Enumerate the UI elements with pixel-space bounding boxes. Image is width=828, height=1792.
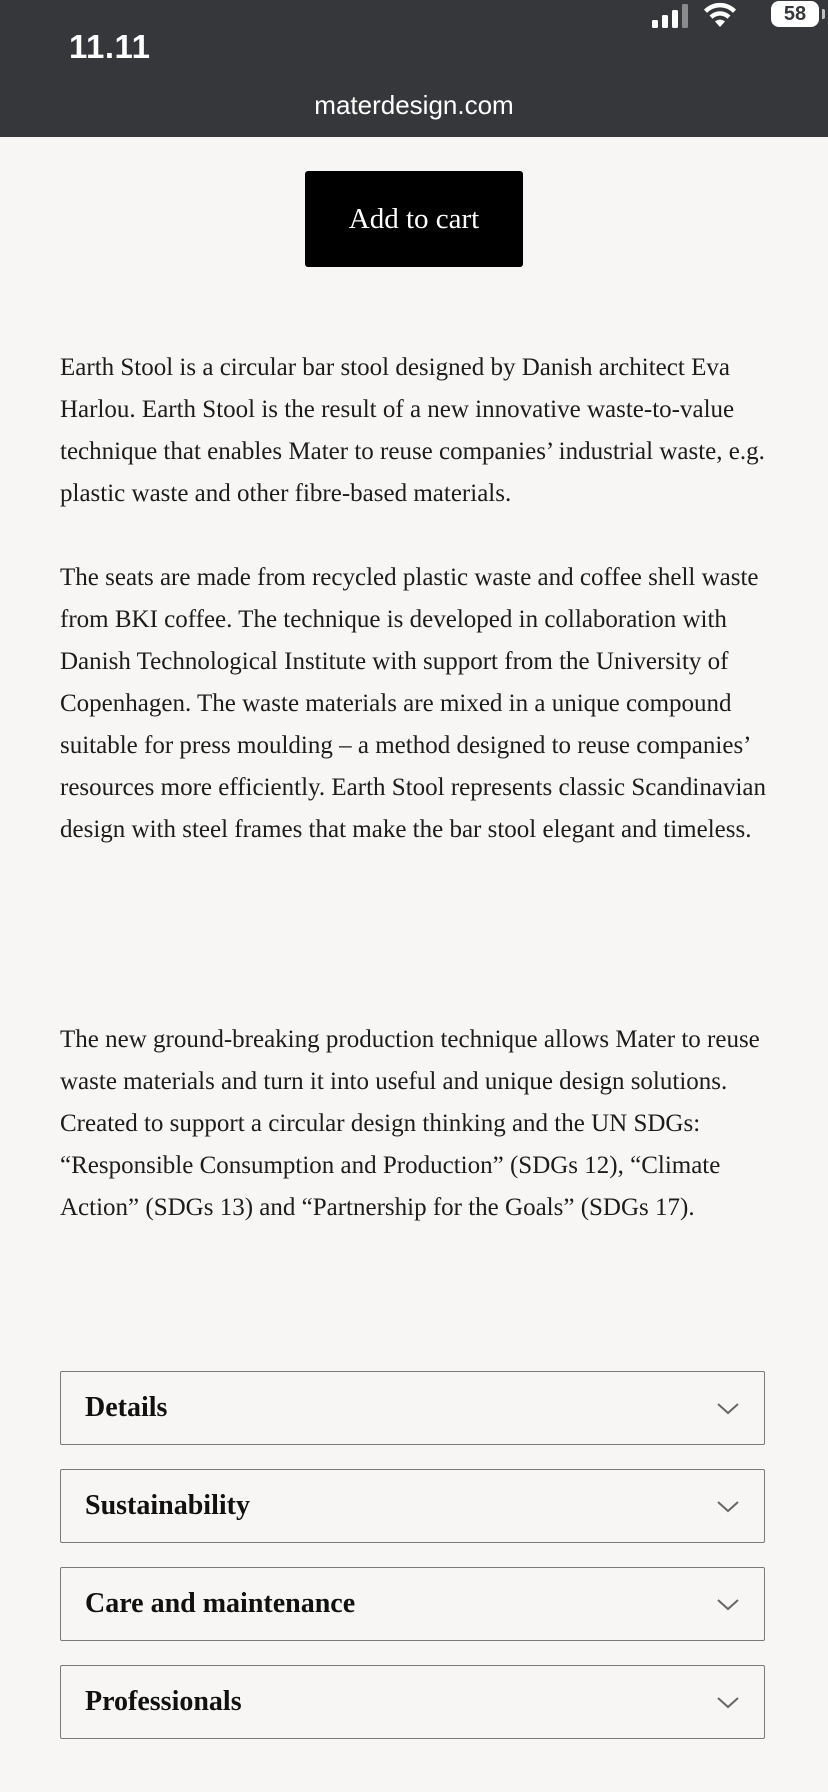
accordion-title: Sustainability bbox=[85, 1490, 250, 1521]
accordion-title: Details bbox=[85, 1392, 168, 1423]
wifi-icon bbox=[703, 1, 737, 29]
accordion-sustainability[interactable] bbox=[60, 1469, 765, 1543]
address-bar-url[interactable]: materdesign.com bbox=[314, 90, 514, 120]
add-to-cart-button[interactable]: Add to cart bbox=[305, 171, 523, 267]
signal-icon bbox=[652, 4, 690, 28]
chevron-down-icon bbox=[716, 1594, 740, 1614]
chevron-down-icon bbox=[716, 1496, 740, 1516]
status-time: 11.11 bbox=[69, 28, 151, 65]
status-bar bbox=[0, 0, 828, 137]
accordion-care-and-maintenance[interactable] bbox=[60, 1567, 765, 1641]
chevron-down-icon bbox=[716, 1692, 740, 1712]
accordion-professionals[interactable] bbox=[60, 1665, 765, 1739]
product-description-materials: The seats are made from recycled plastic waste and coffee shell waste from BKI coffee. The technique is developed in collaboration with Danish Technological Institute with support from the University of Copenhagen. The waste materials are mixed in a unique compound suitable for press moulding – a method designed to reuse companies’ resources more efficiently. Earth Stool represents classic Scandinavian design with steel frames that make the bar stool elegant and timeless. bbox=[60, 564, 767, 843]
product-description-intro: Earth Stool is a circular bar stool designed by Danish architect Eva Harlou. Earth Stool is the result of a new innovative waste-to-value technique that enables Mater to reuse companies’ industrial waste, e.g. plastic waste and other fibre-based materials. bbox=[60, 354, 765, 507]
accordion-details[interactable] bbox=[60, 1371, 765, 1445]
accordion-title: Care and maintenance bbox=[85, 1588, 356, 1619]
product-description-technique: The new ground-breaking production technique allows Mater to reuse waste materials and turn it into useful and unique design solutions. Created to support a circular design thinking and the UN SDGs: “Responsible Consumption and Production” (SDGs 12), “Climate Action” (SDGs 13) and “Partnership for the Goals” (SDGs 17). bbox=[60, 1026, 760, 1221]
battery-icon: 58 bbox=[771, 1, 819, 27]
accordion-title: Professionals bbox=[85, 1686, 242, 1717]
chevron-down-icon bbox=[716, 1398, 740, 1418]
